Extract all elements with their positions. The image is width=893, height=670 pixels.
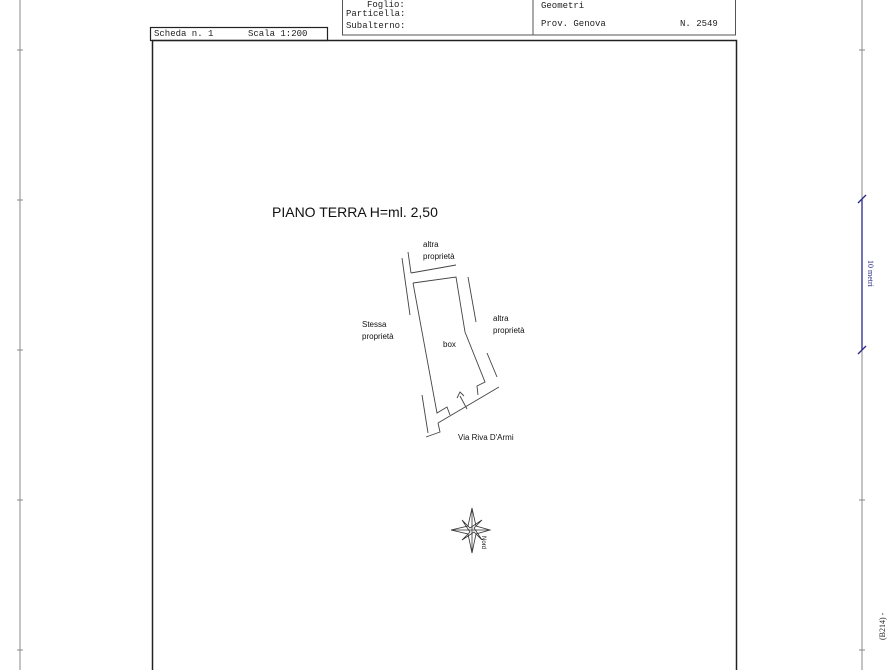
scale-bar xyxy=(858,195,866,354)
main-frame xyxy=(153,41,737,670)
label-text: proprietà xyxy=(362,332,394,341)
side-code: (B214) - xyxy=(878,612,887,640)
scala: Scala 1:200 xyxy=(248,29,308,39)
label-right xyxy=(493,313,525,337)
province: Prov. Genova xyxy=(541,19,606,29)
foglio-label: Foglio: xyxy=(367,0,405,10)
file-number: N. 2549 xyxy=(680,19,718,29)
label-text: proprietà xyxy=(493,326,525,335)
north-label: Nord xyxy=(480,536,486,550)
label-text: altra xyxy=(493,314,509,323)
plan-title: PIANO TERRA H=ml. 2,50 xyxy=(272,204,438,220)
office-line: Geometri xyxy=(541,1,585,11)
label-left xyxy=(362,319,394,343)
scheda: Scheda n. 1 xyxy=(154,29,214,39)
particella-label: Particella: xyxy=(346,9,406,19)
street-label: Via Riva D'Armi xyxy=(458,433,514,442)
label-text: altra xyxy=(423,240,439,249)
label-text: Stessa xyxy=(362,320,387,329)
label-text: proprietà xyxy=(423,252,455,261)
subalterno-label: Subalterno: xyxy=(346,21,406,31)
room-label: box xyxy=(443,340,456,349)
scale-bar-label: 10 metri xyxy=(866,260,875,287)
label-top xyxy=(423,239,455,263)
